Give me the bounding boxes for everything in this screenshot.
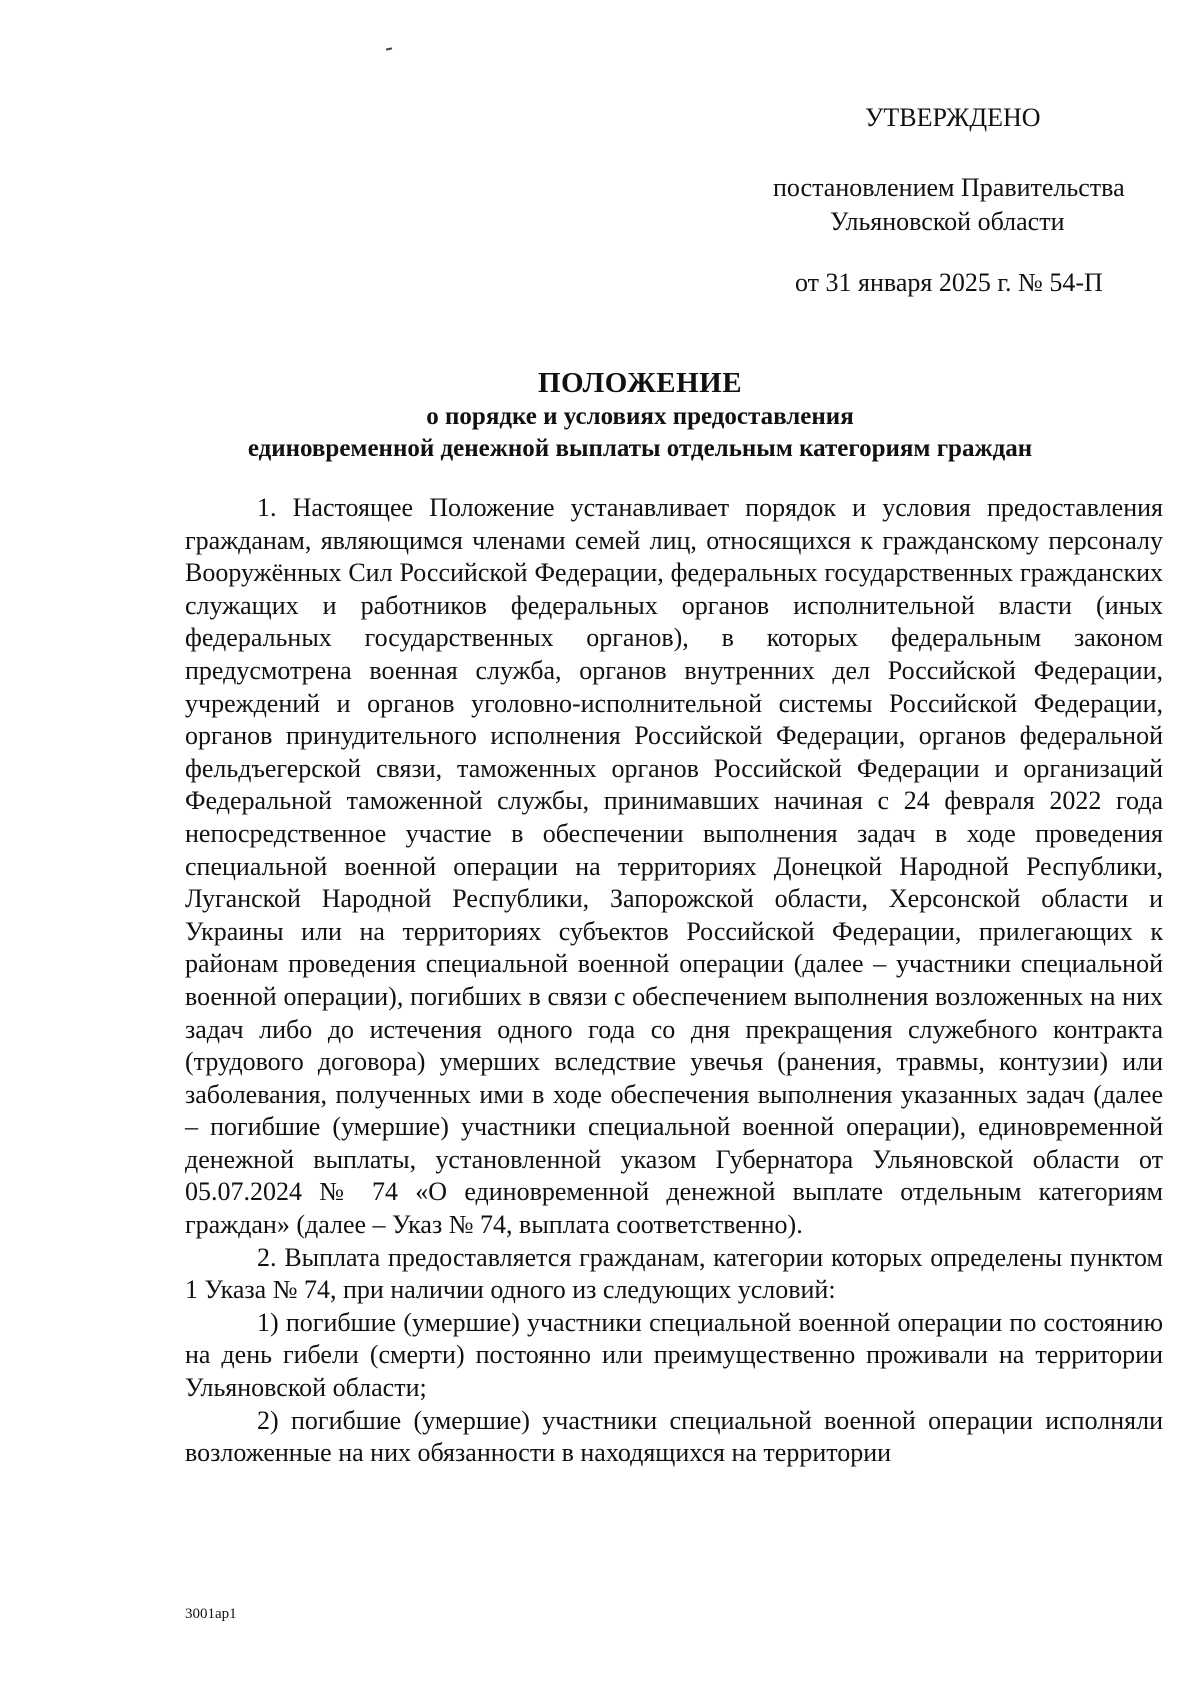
document-subtitle-line-2: единовременной денежной выплаты отдельным категориям граждан bbox=[247, 435, 1033, 462]
document-heading bbox=[180, 365, 1100, 465]
scan-artifact-mark bbox=[386, 47, 392, 50]
footer-document-code: 3001ap1 bbox=[185, 1606, 237, 1622]
paragraph-2-item-2: 2) погибшие (умершие) участники специальной военной операции исполняли возложенные на них обязанности в находящихся на территории bbox=[185, 1405, 1163, 1468]
document-title: ПОЛОЖЕНИЕ bbox=[537, 367, 743, 399]
approval-authority-line-2: Ульяновской области bbox=[830, 207, 1065, 236]
approval-authority-line-1: постановлением Правительства bbox=[773, 173, 1125, 202]
document-subtitle-line-1: о порядке и условиях предоставления bbox=[426, 403, 854, 430]
document-body bbox=[185, 492, 1163, 1470]
approval-date-number: от 31 января 2025 г. № 54-П bbox=[795, 268, 1103, 297]
paragraph-1: 1. Настоящее Положение устанавливает порядок и условия предоставления гражданам, являющимся членами семей лиц, относящихся к гражданскому персоналу Вооружённых Сил Российской Федерации, федеральных государственных гражданских служащих и работников федеральных органов исполнительной власти (иных федеральных государственных органов), в которых федеральным законом предусмотрена военная служба, органов внутренних дел Российской Федерации, учреждений и органов уголовно-исполнительной системы Российской Федерации, органов принудительного исполнения Российской Федерации, органов федеральной фельдъегерской связи, таможенных органов Российской Федерации и организаций Федеральной таможенной службы, принимавших начиная с 24 февраля 2022 года непосредственное участие в обеспечении выполнения задач в ходе проведения специальной военной операции на территориях Донецкой Народной Республики, Луганской Народной Республики, Запорожской области, Херсонской области и Украины или на территориях субъектов Российской Федерации, прилегающих к районам проведения специальной военной операции (далее – участники специальной военной операции), погибших в связи с обеспечением выполнения возложенных на них задач либо до истечения одного года со дня прекращения служебного контракта (трудового договора) умерших вследствие увечья (ранения, травмы, контузии) или заболевания, полученных ими в ходе обеспечения выполнения указанных задач (далее – погибшие (умершие) участники специальной военной операции), единовременной денежной выплаты, установленной указом Губернатора Ульяновской области от 05.07.2024 № 74 «О единовременной денежной выплате отдельным категориям граждан» (далее – Указ № 74, выплата соответственно). bbox=[185, 493, 1163, 1240]
paragraph-2: 2. Выплата предоставляется гражданам, категории которых определены пунктом 1 Указа № 74, при наличии одного из следующих условий: bbox=[185, 1242, 1163, 1305]
approval-stamp-label: УТВЕРЖДЕНО bbox=[865, 103, 1041, 132]
paragraph-2-item-1: 1) погибшие (умершие) участники специальной военной операции по состоянию на день гибели (смерти) постоянно или преимущественно проживали на территории Ульяновской области; bbox=[185, 1307, 1163, 1403]
